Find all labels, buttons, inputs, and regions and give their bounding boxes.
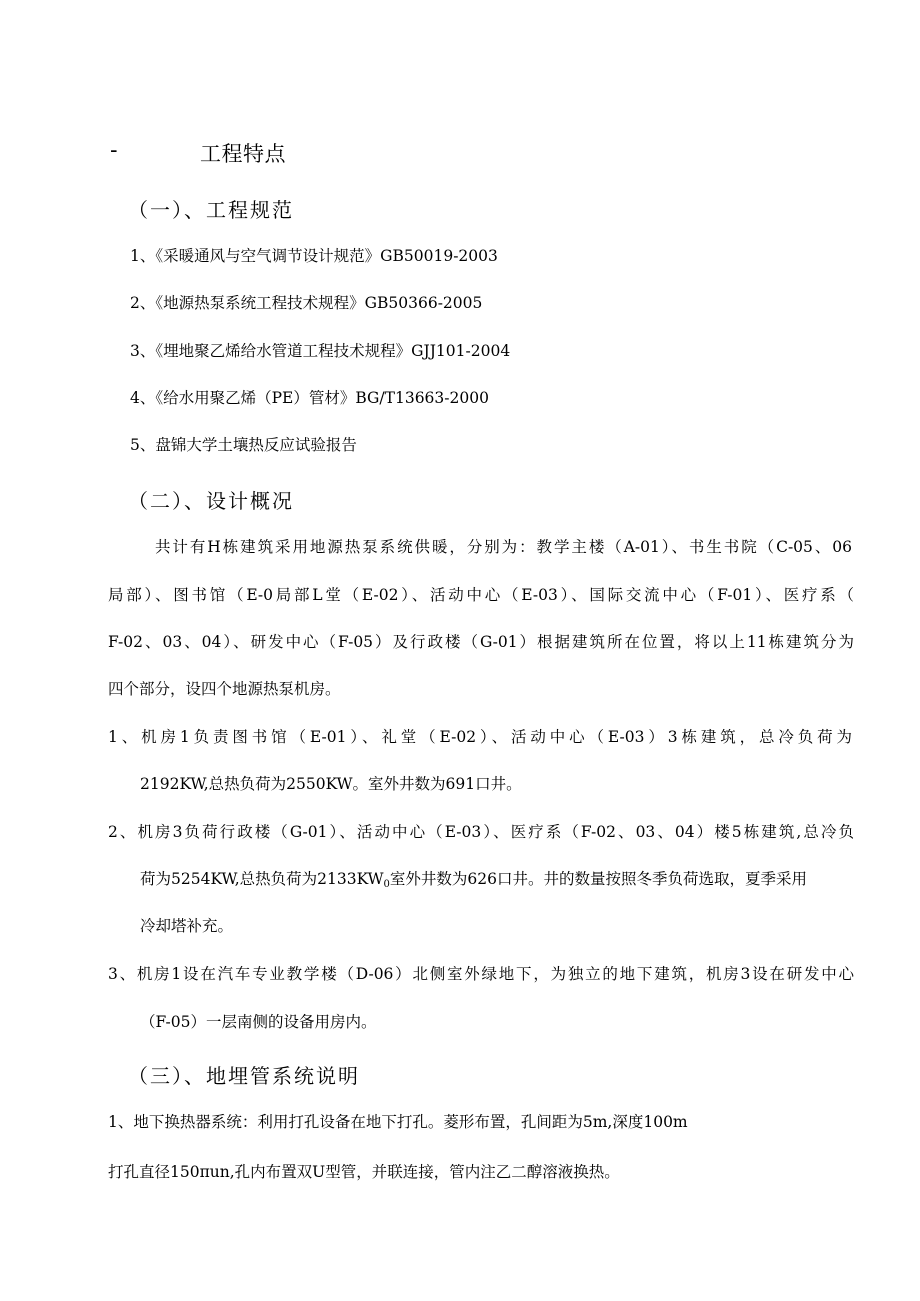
ground-loop-line-2: 打孔直径150πun,孔内布置双U型管，并联连接，管内注乙二醇溶液换热。 bbox=[108, 1163, 620, 1181]
intro-line-2: 局部）、图书馆（E-0局部L堂（E-02）、活动中心（E-03）、国际交流中心（F-01）、医疗系（ bbox=[108, 586, 854, 604]
room-location-line-2: （F-05）一层南侧的设备用房内。 bbox=[140, 1013, 377, 1031]
room-3-line-2 bbox=[140, 867, 807, 890]
standard-item-2: 2、《地源热泵系统工程技术规程》GB50366-2005 bbox=[130, 294, 483, 312]
section-1-title: （一）、工程规范 bbox=[128, 198, 294, 222]
heading-dash: - bbox=[110, 138, 119, 162]
room-1-line-1: 1、机房1负责图书馆（E-01）、礼堂（E-02）、活动中心（E-03）3栋建筑，总冷负荷为 bbox=[108, 728, 852, 746]
room-location-line-1: 3、机房1设在汽车专业教学楼（D-06）北侧室外绿地下，为独立的地下建筑，机房3设在研发中心 bbox=[108, 965, 854, 983]
standard-item-1: 1、《采暖通风与空气调节设计规范》GB50019-2003 bbox=[130, 247, 498, 265]
standard-item-4: 4、《给水用聚乙烯（PE）管材》BG/T13663-2000 bbox=[130, 389, 489, 407]
intro-line-3: F-02、03、04）、研发中心（F-05）及行政楼（G-01）根据建筑所在位置，将以上11栋建筑分为 bbox=[108, 633, 854, 651]
room-1-line-2: 2192KW,总热负荷为2550KW。室外井数为691口井。 bbox=[140, 775, 522, 793]
intro-line-4: 四个部分，设四个地源热泵机房。 bbox=[108, 680, 341, 698]
room-3-line-2-subscript: 0 bbox=[383, 879, 390, 890]
ground-loop-line-1: 1、地下换热器系统：利用打孔设备在地下打孔。菱形布置，孔间距为5m,深度100m bbox=[108, 1113, 688, 1131]
standard-item-5: 5、盘锦大学土壤热反应试验报告 bbox=[130, 436, 357, 454]
room-3-line-2-a: 荷为5254KW,总热负荷为2133KW bbox=[140, 870, 384, 888]
section-3-title: （三）、地埋管系统说明 bbox=[128, 1064, 360, 1088]
standard-item-3: 3、《埋地聚乙烯给水管道工程技术规程》GJJ101-2004 bbox=[130, 342, 511, 360]
room-3-line-2-b: 室外井数为626口井。井的数量按照冬季负荷选取，夏季采用 bbox=[389, 870, 807, 888]
room-3-line-1: 2、机房3负荷行政楼（G-01）、活动中心（E-03）、医疗系（F-02、03、04）楼5栋建筑,总冷负 bbox=[108, 823, 854, 841]
room-3-line-3: 冷却塔补充。 bbox=[140, 917, 234, 935]
page-title: 工程特点 bbox=[200, 142, 286, 166]
section-2-title: （二）、设计概况 bbox=[128, 489, 294, 513]
intro-line-1: 共计有H栋建筑采用地源热泵系统供暖，分别为：教学主楼（A-01）、书生书院（C-05、06 bbox=[155, 538, 852, 556]
